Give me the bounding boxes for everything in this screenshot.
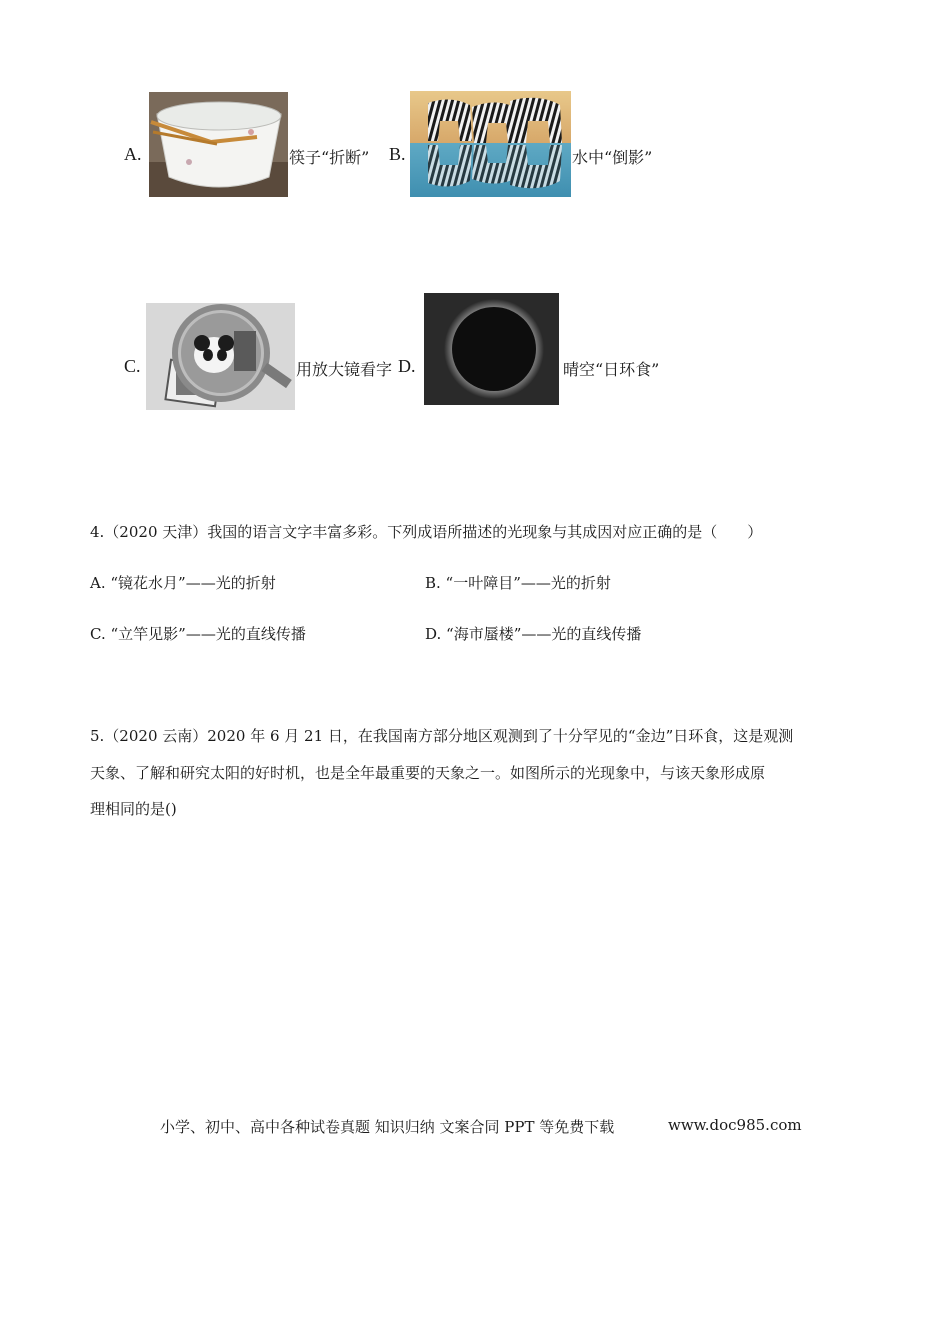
- option-c-caption: 用放大镜看字: [296, 360, 393, 379]
- option-d-letter: D.: [398, 356, 416, 376]
- footer-url[interactable]: www.doc985.com: [668, 1116, 802, 1134]
- q4-option-a: A. “镜花水月”——光的折射: [90, 574, 276, 592]
- q5-line-1: 5.（2020 云南）2020 年 6 月 21 日，在我国南方部分地区观测到了十分罕见的“金边”日环食，这是观测: [90, 727, 794, 745]
- q5-line-2: 天象、了解和研究太阳的好时机，也是全年最重要的天象之一。如图所示的光现象中，与该天象形成原: [90, 764, 766, 782]
- q4-option-c: C. “立竿见影”——光的直线传播: [90, 625, 306, 643]
- zebra-reflection-image: [410, 91, 571, 197]
- q4-option-d: D. “海市蜃楼”——光的直线传播: [425, 625, 642, 643]
- option-a-caption: 筷子“折断”: [289, 148, 370, 167]
- option-a-letter: A.: [124, 144, 142, 164]
- q4-stem: 4.（2020 天津）我国的语言文字丰富多彩。下列成语所描述的光现象与其成因对应正确的是（ ）: [90, 523, 763, 541]
- option-b-letter: B.: [389, 144, 406, 164]
- q4-option-b: B. “一叶障目”——光的折射: [425, 574, 611, 592]
- option-c-letter: C.: [124, 356, 141, 376]
- q5-line-3: 理相同的是(): [90, 800, 177, 818]
- magnifier-image: [146, 303, 295, 410]
- option-b-caption: 水中“倒影”: [572, 148, 653, 167]
- chopsticks-bowl-image: [149, 92, 288, 197]
- footer-text: 小学、初中、高中各种试卷真题 知识归纳 文案合同 PPT 等免费下载: [160, 1118, 615, 1136]
- annular-eclipse-image: [424, 293, 559, 405]
- option-d-caption: 晴空“日环食”: [563, 360, 660, 379]
